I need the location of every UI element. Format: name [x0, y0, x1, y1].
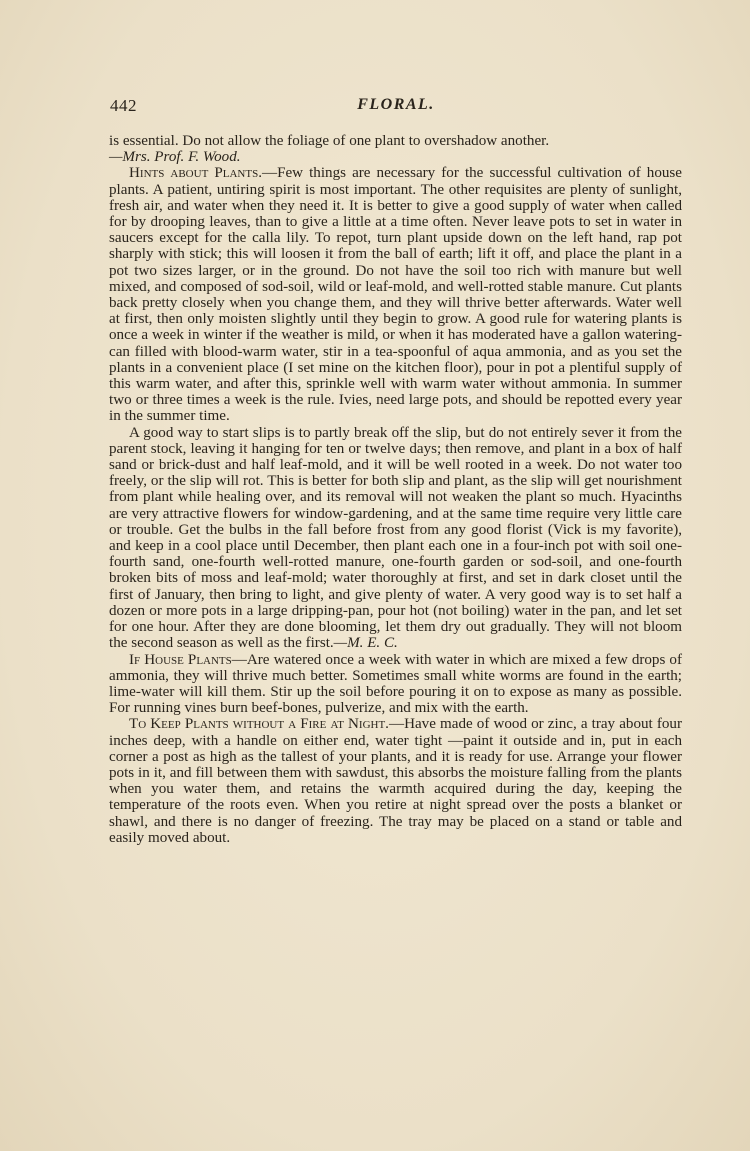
section-heading: To Keep Plants without a Fire at Night.: [129, 716, 389, 733]
section-heading: Hints about Plants.: [129, 165, 262, 182]
attribution: —Mrs. Prof. F. Wood.: [109, 149, 241, 166]
paragraph-continuation: [109, 133, 682, 165]
section-heading: If House Plants: [129, 651, 232, 668]
body-text: [109, 133, 682, 846]
paragraph-if-house-plants: [109, 652, 682, 717]
paragraph-text: A good way to start slips is to partly break off the slip, but do not entirely sever it from the parent stock, leaving it hanging for ten or twelve days; then remove, and plant in a box of half sand or brick-dust and half leaf-mold, and it will be well rooted in a week. Do not water too freely, or the slip will rot. This is better for both slip and plant, as the slip will get nourishment from plant while healing over, and its removal will not weaken the plant so much. Hyacinths are very attractive flowers for window-gardening, and at the same time require very little care or trouble. Get the bulbs in the fall before frost from any good florist (Vick is my favorite), and keep in a cool place until December, then plant each one in a four-inch pot with soil one-fourth sand, one-fourth well-rotted manure, one-fourth garden or sod-soil, and one-fourth broken bits of moss and leaf-mold; water thoroughly at first, and set in dark closet until the first of January, then bring to light, and give plenty of water. A very good way is to set half a dozen or more pots in a large dripping-pan, pour hot (not boiling) water in the pan, and let set for one hour. After they are done blooming, let them dry out gradually. They will not bloom the second season as well as the first.: [109, 424, 682, 652]
paragraph-starting-slips: [109, 425, 682, 652]
paragraph-text: —Few things are necessary for the successful cultivation of house plants. A patient, untiring spirit is most important. The other requisites are plenty of sunlight, fresh air, and water when they need it. It is better to give a good supply of water when called for by drooping leaves, than to give a little at a time often. Never leave pots to set in water in saucers except for the calla lily. To repot, turn plant upside down on the left hand, rap pot sharply with stick; this will loosen it from the ball of earth; lift it off, and place the plant in a pot two sizes larger, or in the ground. Do not have the soil too rich with manure but well mixed, and composed of sod-soil, wild or leaf-mold, and well-rotted stable manure. Cut plants back pretty closely when you change them, and they will thrive better afterwards. Water well at first, then only moisten slightly until they begin to grow. A good rule for watering plants is once a week in winter if the weather is mild, or when it has moderated have a gallon watering-can filled with blood-warm water, stir in a tea-spoonful of aqua ammonia, and as you set the plants in a convenient place (I set mine on the kitchen floor), pour in pot a plentiful supply of this warm water, and after this, sprinkle well with warm water without ammonia. In summer two or three times a week is the rule. Ivies, need large pots, and should be repotted every year in the summer time.: [109, 165, 682, 425]
paragraph-keep-plants-without-fire: [109, 716, 682, 846]
page-number: 442: [110, 96, 137, 115]
paragraph-text: —Are watered once a week with water in which are mixed a few drops of ammonia, they will thrive much better. Sometimes small white worms are found in the earth; lime-water will kill them. Stir up the soil before pouring it on to expose as many as possible. For running vines burn beef-bones, pulverize, and mix with the earth.: [109, 651, 683, 717]
paragraph-hints-about-plants: [109, 165, 682, 424]
paragraph-text: is essential. Do not allow the foliage of one plant to overshadow another.: [109, 133, 550, 149]
page-header: [110, 96, 682, 120]
paragraph-text: —Have made of wood or zinc, a tray about four inches deep, with a handle on either end, water tight —paint it outside and in, put in each corner a post as high as the tallest of your plants, and it is ready for use. Arrange your flower pots in it, and fill between them with sawdust, this absorbs the moisture falling from the plants when you water them, and retains the warmth acquired during the day, keeping the temperature of the roots even. When you retire at night spread over the posts a blanket or shawl, and there is no danger of freezing. The tray may be placed on a stand or table and easily moved about.: [109, 716, 682, 846]
attribution: —M. E. C.: [333, 635, 398, 652]
running-title: FLORAL.: [357, 96, 435, 113]
